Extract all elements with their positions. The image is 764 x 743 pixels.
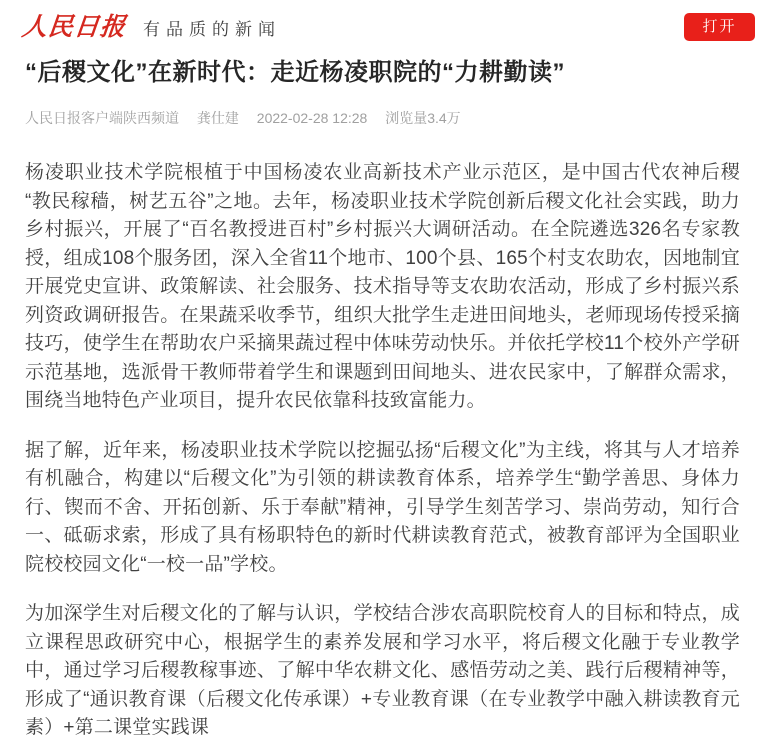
article-main	[0, 57, 764, 743]
article-meta	[25, 110, 740, 126]
article-paragraph-2: 据了解，近年来，杨凌职业技术学院以挖掘弘扬“后稷文化”为主线，将其与人才培养有机融合，构建以“后稷文化”为引领的耕读教育体系，培养学生“勤学善思、身体力行、锲而不舍、开拓创新、乐于奉献”精神，引导学生刻苦学习、崇尚劳动，知行合一、砥砺求索，形成了具有杨职特色的新时代耕读教育范式，被教育部评为全国职业院校校园文化“一校一品”学校。	[25, 439, 740, 575]
meta-datetime: 2022-02-28 12:28	[256, 110, 368, 126]
header-bar	[0, 0, 764, 42]
meta-views: 浏览量3.4万	[385, 110, 461, 126]
meta-author: 龚仕建	[196, 110, 239, 126]
brand-tagline: 有品质的新闻	[143, 19, 282, 39]
meta-channel: 人民日报客户端陕西频道	[25, 110, 179, 126]
article-paragraph-1: 杨凌职业技术学院根植于中国杨凌农业高新技术产业示范区，是中国古代农神后稷“教民稼穑，树艺五谷”之地。去年，杨凌职业技术学院创新后稷文化社会实践，助力乡村振兴，开展了“百名教授进百村”乡村振兴大调研活动。在全院遴选326名专家教授，组成108个服务团，深入全省11个地市、100个县、165个村支农助农，因地制宜开展党史宣讲、政策解读、社会服务、技术指导等支农助农活动，形成了乡村振兴系列资政调研报告。在果蔬采收季节，组织大批学生走进田间地头，老师现场传授采摘技巧，使学生在帮助农户采摘果蔬过程中体味劳动快乐。并依托学校11个校外产学研示范基地，选派骨干教师带着学生和课题到田间地头、进农民家中，了解群众需求，围绕当地特色产业项目，提升农民依靠科技致富能力。	[25, 162, 740, 411]
article-title: “后稷文化”在新时代：走近杨凌职院的“力耕勤读”	[25, 59, 565, 86]
peoples-daily-logo: 人民日报	[20, 13, 128, 41]
brand	[22, 13, 281, 41]
open-app-button[interactable]: 打开	[684, 13, 755, 41]
article-body	[25, 159, 740, 743]
article-paragraph-3: 为加深学生对后稷文化的了解与认识，学校结合涉农高职院校育人的目标和特点，成立课程思政研究中心，根据学生的素养发展和学习水平，将后稷文化融于专业教学中，通过学习后稷教稼事迹、了解中华农耕文化、感悟劳动之美、践行后稷精神等，形成了“通识教育课（后稷文化传承课）+专业教育课（在专业教学中融入耕读教育元素）+第二课堂实践课	[25, 603, 740, 738]
